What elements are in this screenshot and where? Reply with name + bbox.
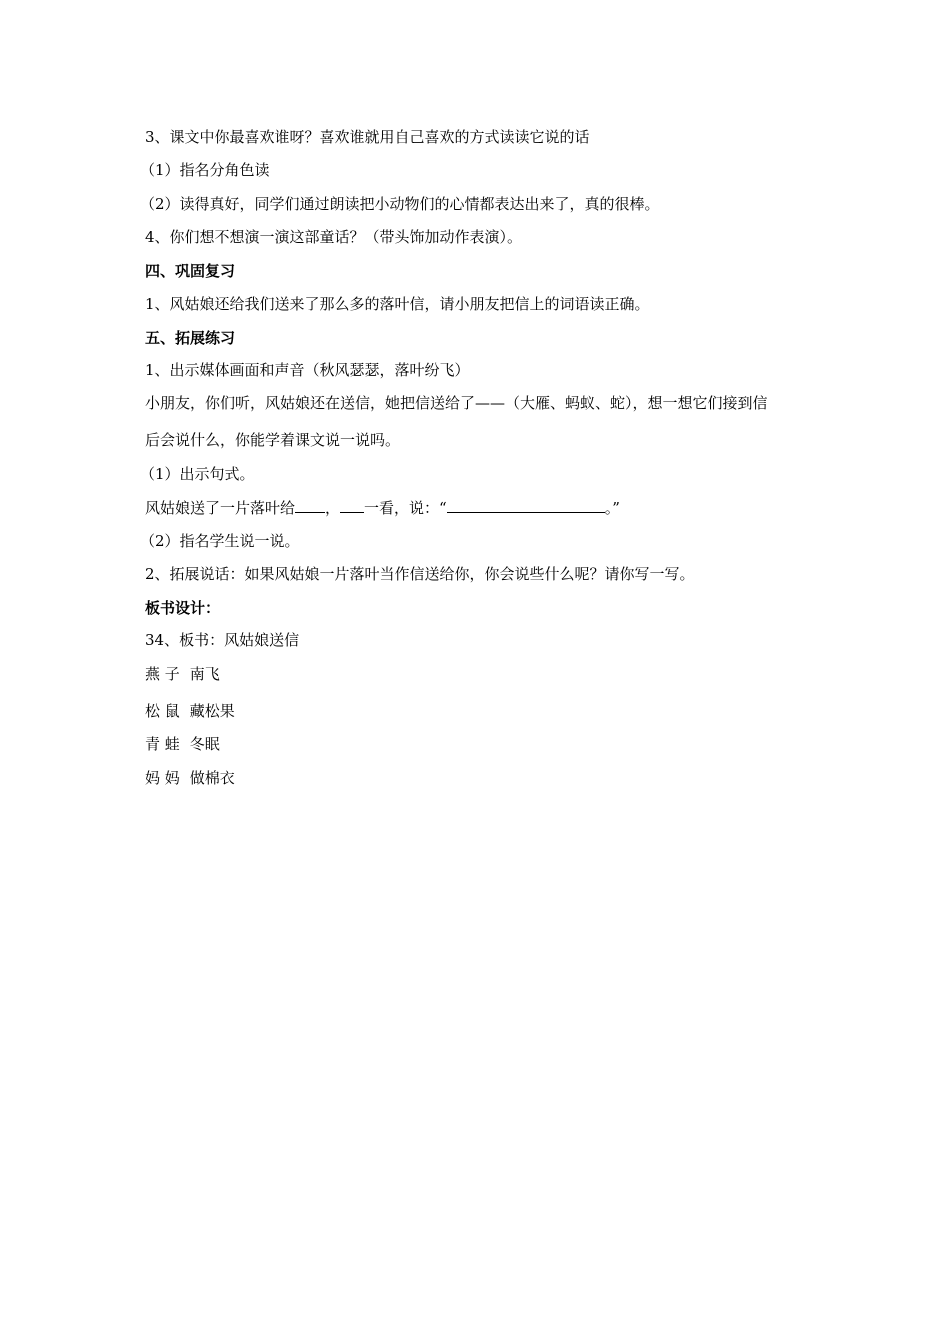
blank-subject	[340, 498, 364, 513]
board-row	[145, 701, 235, 721]
section-heading-review: 四、巩固复习	[145, 262, 236, 280]
blank-speech	[447, 498, 605, 513]
question-3: 3、课文中你最喜欢谁呀？喜欢谁就用自己喜欢的方式读读它说的话	[145, 128, 590, 146]
step-2-praise: （2）读得真好，同学们通过朗读把小动物们的心情都表达出来了，真的很棒。	[140, 195, 660, 213]
extension-item-1: 1、出示媒体画面和声音（秋风瑟瑟，落叶纷飞）	[145, 361, 470, 379]
sentence-pattern-part-2: 一看，说：“	[364, 499, 447, 517]
question-4: 4、你们想不想演一演这部童话？（带头饰加动作表演）。	[145, 228, 523, 246]
step-2-students-speak: （2）指名学生说一说。	[140, 532, 300, 550]
board-action: 藏松果	[189, 702, 235, 720]
board-animal: 松 鼠	[145, 702, 180, 720]
board-row	[145, 664, 220, 684]
board-animal: 燕 子	[145, 665, 180, 683]
section-heading-extension: 五、拓展练习	[145, 329, 236, 347]
sentence-pattern-end: 。”	[604, 499, 620, 517]
step-1-role-reading: （1）指名分角色读	[140, 161, 270, 179]
blank-recipient	[295, 498, 325, 513]
extension-item-2: 2、拓展说话：如果风姑娘一片落叶当作信送给你，你会说些什么呢？请你写一写。	[145, 565, 695, 583]
review-item-1: 1、风姑娘还给我们送来了那么多的落叶信，请小朋友把信上的词语读正确。	[145, 295, 650, 313]
extension-paragraph-line-2: 后会说什么，你能学着课文说一说吗。	[145, 431, 401, 449]
board-row	[145, 734, 220, 754]
board-action: 冬眠	[189, 735, 220, 753]
board-row	[145, 768, 235, 788]
sentence-pattern-comma: ，	[325, 499, 341, 517]
board-animal: 妈 妈	[145, 769, 180, 787]
section-heading-board-design: 板书设计：	[145, 599, 221, 617]
board-action: 做棉衣	[189, 769, 235, 787]
step-1-sentence-pattern: （1）出示句式。	[140, 465, 255, 483]
sentence-pattern	[145, 498, 620, 518]
sentence-pattern-part-1: 风姑娘送了一片落叶给	[145, 499, 296, 517]
extension-paragraph-line-1: 小朋友，你们听，风姑娘还在送信，她把信送给了——（大雁、蚂蚁、蛇），想一想它们接到信	[145, 394, 768, 412]
board-action: 南飞	[189, 665, 220, 683]
board-title: 34、板书：风姑娘送信	[145, 631, 300, 649]
board-animal: 青 蛙	[145, 735, 180, 753]
